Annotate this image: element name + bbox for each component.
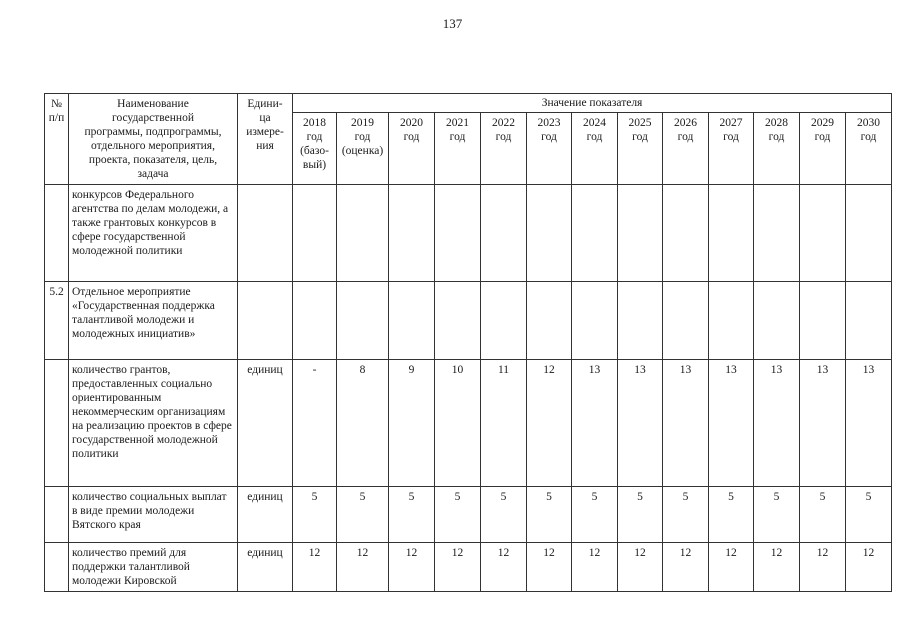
header-year: 2019 год (оценка) xyxy=(337,113,389,185)
row-name: количество грантов, предоставленных социально ориентированным некоммерческим организациям на реализацию проектов в сфере государственной молодежной политики xyxy=(69,360,238,487)
header-year: 2026 год xyxy=(663,113,709,185)
row-value: 13 xyxy=(846,360,892,487)
row-value: 12 xyxy=(800,543,846,592)
row-value: 5 xyxy=(572,487,618,543)
row-number: 5.2 xyxy=(45,282,69,360)
row-value: 12 xyxy=(435,543,481,592)
row-value xyxy=(663,185,709,282)
row-number xyxy=(45,185,69,282)
header-year: 2022 год xyxy=(481,113,527,185)
row-value: 12 xyxy=(337,543,389,592)
row-value xyxy=(846,282,892,360)
header-year: 2020 год xyxy=(389,113,435,185)
table-row xyxy=(45,487,892,543)
row-value: 12 xyxy=(481,543,527,592)
row-value xyxy=(389,185,435,282)
header-year: 2030 год xyxy=(846,113,892,185)
row-value: 8 xyxy=(337,360,389,487)
header-year: 2025 год xyxy=(618,113,663,185)
row-value: 5 xyxy=(663,487,709,543)
header-year: 2018 год (базо- вый) xyxy=(293,113,337,185)
row-value: 12 xyxy=(527,360,572,487)
row-value: 5 xyxy=(846,487,892,543)
row-value: 5 xyxy=(527,487,572,543)
row-value xyxy=(337,185,389,282)
row-value: 13 xyxy=(754,360,800,487)
header-year: 2024 год xyxy=(572,113,618,185)
row-value xyxy=(572,282,618,360)
row-value: 13 xyxy=(663,360,709,487)
row-value: 12 xyxy=(527,543,572,592)
row-value: 12 xyxy=(389,543,435,592)
header-number: № п/п xyxy=(45,94,69,185)
row-value xyxy=(709,282,754,360)
row-value xyxy=(293,185,337,282)
row-value: 5 xyxy=(481,487,527,543)
table-row xyxy=(45,185,892,282)
row-value: 12 xyxy=(754,543,800,592)
row-value: 13 xyxy=(709,360,754,487)
header-year: 2029 год xyxy=(800,113,846,185)
row-value: 13 xyxy=(800,360,846,487)
row-unit: единиц xyxy=(238,360,293,487)
row-value: 5 xyxy=(389,487,435,543)
row-value: 12 xyxy=(846,543,892,592)
row-unit: единиц xyxy=(238,543,293,592)
row-value: 12 xyxy=(618,543,663,592)
row-value xyxy=(527,185,572,282)
row-value xyxy=(293,282,337,360)
header-year: 2021 год xyxy=(435,113,481,185)
row-value xyxy=(800,185,846,282)
row-name: конкурсов Федерального агентства по делам молодежи, а также грантовых конкурсов в сфере государственной молодежной политики xyxy=(69,185,238,282)
row-value xyxy=(663,282,709,360)
row-value: 12 xyxy=(663,543,709,592)
row-value: 12 xyxy=(572,543,618,592)
header-year: 2023 год xyxy=(527,113,572,185)
header-values-group: Значение показателя xyxy=(293,94,892,113)
row-number xyxy=(45,543,69,592)
header-name: Наименование государственной программы, подпрограммы, отдельного мероприятия, проекта, показателя, цель, задача xyxy=(69,94,238,185)
row-value: 5 xyxy=(435,487,481,543)
row-value xyxy=(337,282,389,360)
row-value xyxy=(481,282,527,360)
indicator-table xyxy=(44,93,892,592)
row-unit xyxy=(238,185,293,282)
row-value xyxy=(481,185,527,282)
row-value: 5 xyxy=(618,487,663,543)
row-value xyxy=(527,282,572,360)
row-value: 5 xyxy=(800,487,846,543)
row-value xyxy=(754,282,800,360)
row-value xyxy=(435,185,481,282)
header-year: 2027 год xyxy=(709,113,754,185)
row-value: 11 xyxy=(481,360,527,487)
row-unit xyxy=(238,282,293,360)
row-value xyxy=(800,282,846,360)
row-value: 12 xyxy=(709,543,754,592)
page-number: 137 xyxy=(442,16,463,31)
row-value: 13 xyxy=(572,360,618,487)
row-number xyxy=(45,360,69,487)
row-value xyxy=(389,282,435,360)
row-value xyxy=(754,185,800,282)
header-row-top xyxy=(45,94,892,113)
row-number xyxy=(45,487,69,543)
row-name: количество социальных выплат в виде премии молодежи Вятского края xyxy=(69,487,238,543)
row-value: 5 xyxy=(709,487,754,543)
row-value xyxy=(618,185,663,282)
row-value: - xyxy=(293,360,337,487)
row-value: 12 xyxy=(293,543,337,592)
row-value: 10 xyxy=(435,360,481,487)
row-value: 13 xyxy=(618,360,663,487)
header-year: 2028 год xyxy=(754,113,800,185)
row-name: Отдельное мероприятие «Государственная поддержка талантливой молодежи и молодежных инициатив» xyxy=(69,282,238,360)
row-value xyxy=(846,185,892,282)
row-unit: единиц xyxy=(238,487,293,543)
row-value xyxy=(709,185,754,282)
row-value: 9 xyxy=(389,360,435,487)
row-value: 5 xyxy=(337,487,389,543)
row-value: 5 xyxy=(293,487,337,543)
table-row xyxy=(45,282,892,360)
row-value xyxy=(572,185,618,282)
row-name: количество премий для поддержки талантливой молодежи Кировской xyxy=(69,543,238,592)
row-value: 5 xyxy=(754,487,800,543)
row-value xyxy=(618,282,663,360)
table-row xyxy=(45,360,892,487)
row-value xyxy=(435,282,481,360)
header-unit: Едини- ца измере- ния xyxy=(238,94,293,185)
table-row xyxy=(45,543,892,592)
